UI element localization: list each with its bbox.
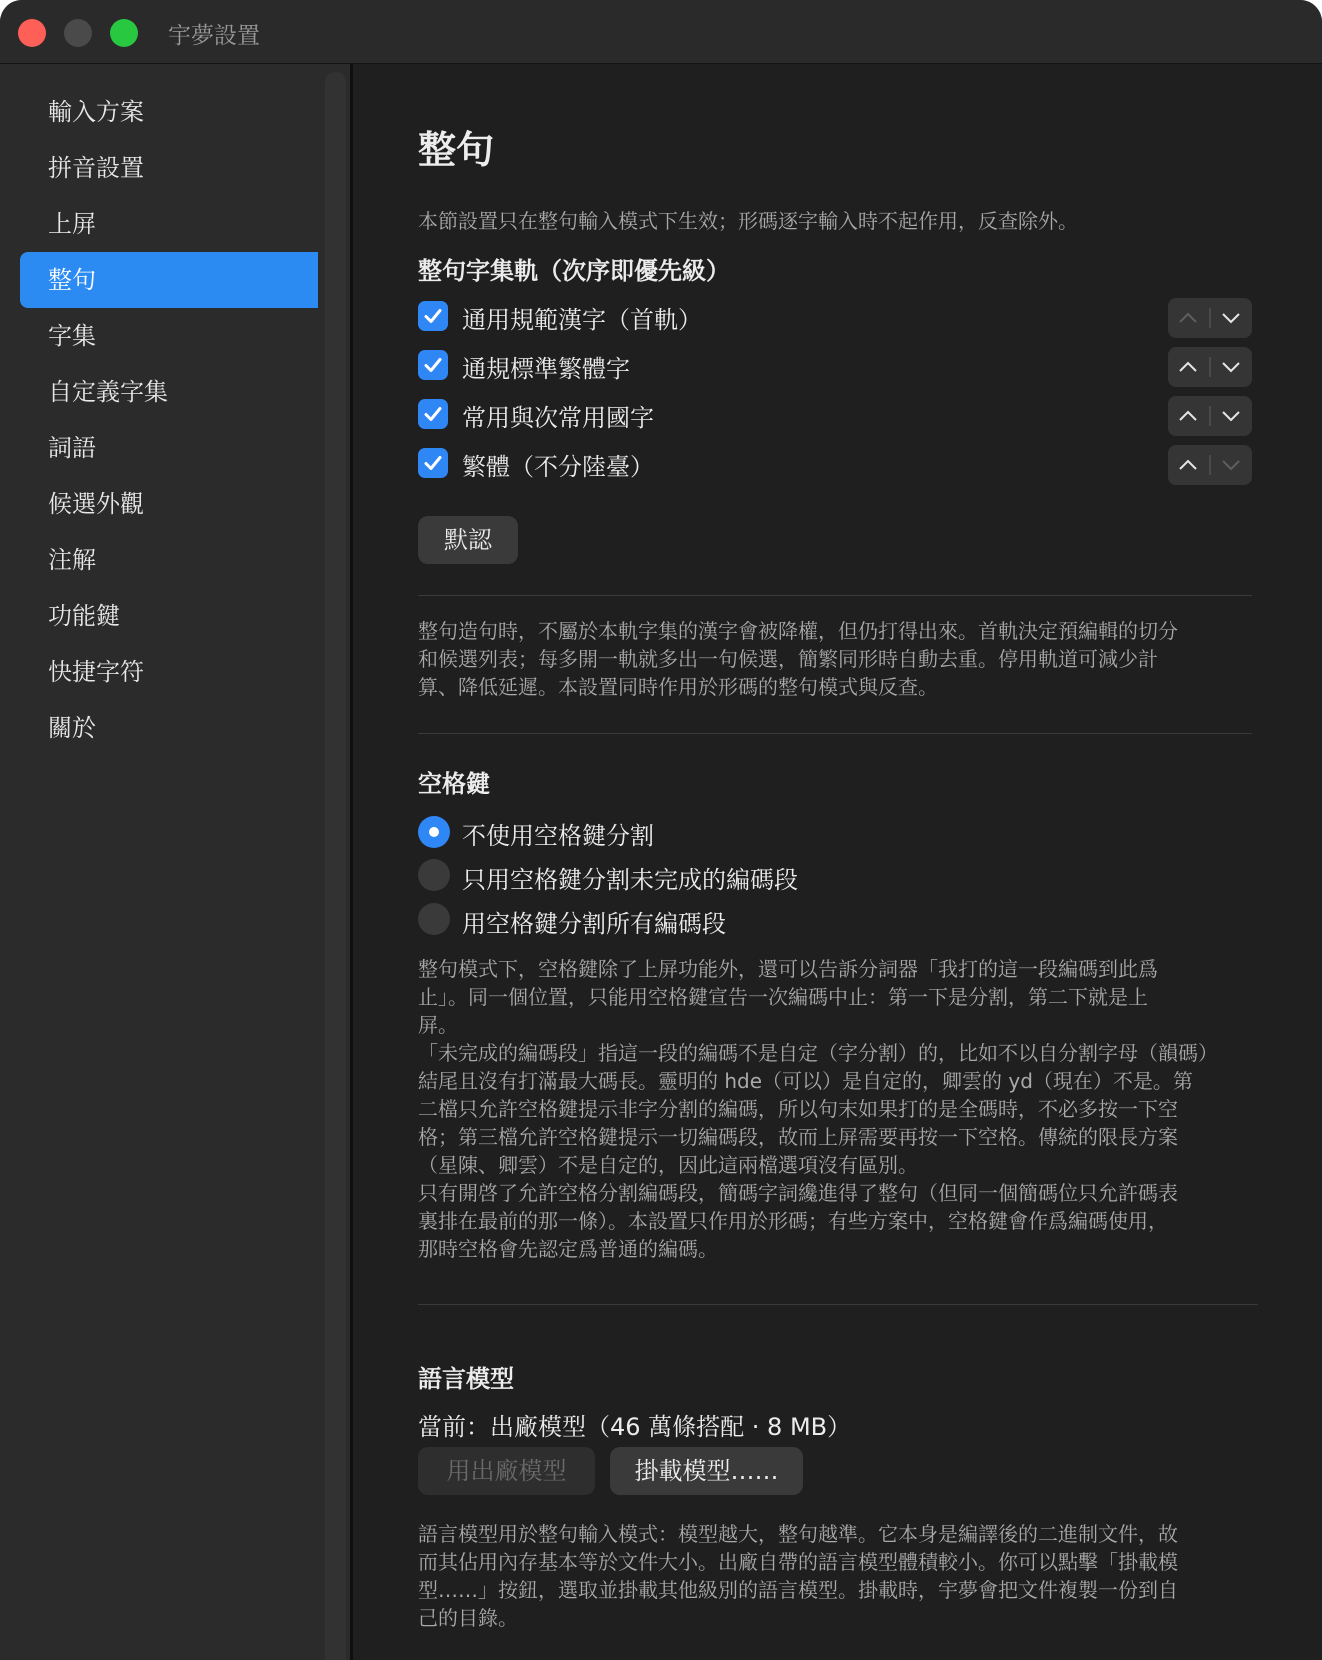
- move-up-button[interactable]: [1168, 445, 1209, 485]
- note-line: 止」。同一個位置，只能用空格鍵宣告一次編碼中止：第一下是分割，第二下就是上: [418, 985, 1148, 1009]
- model-note: [418, 1520, 1258, 1632]
- intro-text: 本節設置只在整句輸入模式下生效；形碼逐字輸入時不起作用，反查除外。: [418, 209, 1078, 233]
- note-line: 結尾且沒有打滿最大碼長。靈明的 hde（可以）是自定的，卿雲的 yd（現在）不是。第: [418, 1069, 1193, 1093]
- note-line: 二檔只允許空格鍵提示非字分割的編碼，所以句末如果打的是全碼時，不必多按一下空: [418, 1097, 1178, 1121]
- sidebar-item-input-scheme[interactable]: 輸入方案: [48, 98, 144, 126]
- chevron-down-icon: [1221, 455, 1241, 475]
- note-line: 格；第三檔允許空格鍵提示一切編碼段，故而上屏需要再按一下空格。傳統的限長方案: [418, 1125, 1178, 1149]
- radio-split-all[interactable]: [418, 903, 450, 935]
- note-line: 型……」按鈕，選取並掛載其他級別的語言模型。掛載時，宇夢會把文件複製一份到自: [418, 1578, 1178, 1602]
- note-line: 「未完成的編碼段」指這一段的編碼不是自定（字分割）的，比如不以自分割字母（韻碼）: [418, 1041, 1218, 1065]
- minimize-window-button[interactable]: [64, 19, 92, 47]
- chevron-up-icon: [1178, 357, 1198, 377]
- track-label: 常用與次常用國字: [462, 404, 654, 432]
- note-line: 整句造句時，不屬於本軌字集的漢字會被降權，但仍打得出來。首軌決定預編輯的切分: [418, 619, 1178, 643]
- sidebar: [0, 64, 350, 1660]
- sidebar-item-charset[interactable]: 字集: [48, 322, 96, 350]
- window-title: 宇夢設置: [168, 23, 260, 49]
- note-line: 算、降低延遲。本設置同時作用於形碼的整句模式與反查。: [418, 675, 938, 699]
- note-line: 整句模式下，空格鍵除了上屏功能外，還可以告訴分詞器「我打的這一段編碼到此爲: [418, 957, 1158, 981]
- sidebar-item-pinyin[interactable]: 拼音設置: [48, 154, 144, 182]
- sidebar-scrollbar[interactable]: [325, 72, 346, 1660]
- zoom-window-button[interactable]: [110, 19, 138, 47]
- radio-split-incomplete[interactable]: [418, 859, 450, 891]
- track-label: 通用規範漢字（首軌）: [462, 306, 702, 334]
- chevron-up-icon: [1178, 308, 1198, 328]
- main-panel: [353, 64, 1322, 1660]
- note-line: 語言模型用於整句輸入模式：模型越大，整句越準。它本身是編譯後的二進制文件，故: [418, 1522, 1178, 1546]
- track-checkbox[interactable]: [418, 301, 448, 331]
- checkmark-icon: [422, 452, 444, 474]
- model-heading: 語言模型: [418, 1365, 514, 1393]
- note-line: 而其佔用內存基本等於文件大小。出廠自帶的語言模型體積較小。你可以點擊「掛載模: [418, 1550, 1178, 1574]
- load-model-button[interactable]: 掛載模型……: [610, 1447, 803, 1495]
- note-line: 和候選列表；每多開一軌就多出一句候選，簡繁同形時自動去重。停用軌道可減少計: [418, 647, 1158, 671]
- sidebar-item-candidate-appearance[interactable]: 候選外觀: [48, 490, 144, 518]
- move-down-button[interactable]: [1211, 347, 1252, 387]
- sidebar-item-commit[interactable]: 上屏: [48, 210, 96, 238]
- use-factory-model-button[interactable]: 用出廠模型: [418, 1447, 595, 1495]
- space-heading: 空格鍵: [418, 770, 490, 798]
- sidebar-item-annotation[interactable]: 注解: [48, 546, 96, 574]
- checkmark-icon: [422, 403, 444, 425]
- close-window-button[interactable]: [18, 19, 46, 47]
- title-bar: [0, 0, 1322, 64]
- track-checkbox[interactable]: [418, 399, 448, 429]
- tracks-heading: 整句字集軌（次序即優先級）: [418, 257, 730, 285]
- move-down-button[interactable]: [1211, 298, 1252, 338]
- default-button[interactable]: 默認: [418, 516, 518, 564]
- note-line: 己的目錄。: [418, 1606, 518, 1630]
- sidebar-item-words[interactable]: 詞語: [48, 434, 96, 462]
- checkmark-icon: [422, 305, 444, 327]
- sidebar-item-about[interactable]: 關於: [48, 714, 96, 742]
- section-divider: [418, 595, 1252, 596]
- track-label: 通規標準繁體字: [462, 355, 630, 383]
- track-order-stepper[interactable]: [1168, 396, 1252, 436]
- chevron-down-icon: [1221, 308, 1241, 328]
- page-title: 整句: [418, 128, 495, 172]
- chevron-down-icon: [1221, 406, 1241, 426]
- radio-label[interactable]: 只用空格鍵分割未完成的編碼段: [462, 866, 798, 894]
- radio-label[interactable]: 用空格鍵分割所有編碼段: [462, 910, 726, 938]
- radio-no-space-split[interactable]: [418, 816, 450, 848]
- note-line: （星陳、卿雲）不是自定的，因此這兩檔選項沒有區別。: [418, 1153, 918, 1177]
- chevron-up-icon: [1178, 406, 1198, 426]
- note-line: 屏。: [418, 1013, 458, 1037]
- track-order-stepper[interactable]: [1168, 298, 1252, 338]
- section-divider: [418, 1304, 1258, 1305]
- model-current: 當前：出廠模型（46 萬條搭配 · 8 MB）: [418, 1413, 852, 1441]
- move-up-button[interactable]: [1168, 347, 1209, 387]
- note-line: 裏排在最前的那一條）。本設置只作用於形碼；有些方案中，空格鍵會作爲編碼使用，: [418, 1209, 1168, 1233]
- track-order-stepper[interactable]: [1168, 347, 1252, 387]
- tracks-note: [418, 617, 1258, 701]
- track-order-stepper[interactable]: [1168, 445, 1252, 485]
- chevron-up-icon: [1178, 455, 1198, 475]
- checkmark-icon: [422, 354, 444, 376]
- move-down-button[interactable]: [1211, 445, 1252, 485]
- move-up-button[interactable]: [1168, 396, 1209, 436]
- sidebar-item-custom-charset[interactable]: 自定義字集: [48, 378, 168, 406]
- radio-label[interactable]: 不使用空格鍵分割: [462, 822, 654, 850]
- sidebar-item-quick-chars[interactable]: 快捷字符: [48, 658, 144, 686]
- move-down-button[interactable]: [1211, 396, 1252, 436]
- track-label: 繁體（不分陸臺）: [462, 453, 654, 481]
- section-divider: [418, 733, 1252, 734]
- note-line: 那時空格會先認定爲普通的編碼。: [418, 1237, 718, 1261]
- move-up-button[interactable]: [1168, 298, 1209, 338]
- note-line: 只有開啓了允許空格分割編碼段，簡碼字詞纔進得了整句（但同一個簡碼位只允許碼表: [418, 1181, 1178, 1205]
- chevron-down-icon: [1221, 357, 1241, 377]
- sidebar-item-sentence[interactable]: 整句: [20, 252, 318, 308]
- track-checkbox[interactable]: [418, 448, 448, 478]
- sidebar-item-function-keys[interactable]: 功能鍵: [48, 602, 120, 630]
- space-note: [418, 955, 1258, 1263]
- track-checkbox[interactable]: [418, 350, 448, 380]
